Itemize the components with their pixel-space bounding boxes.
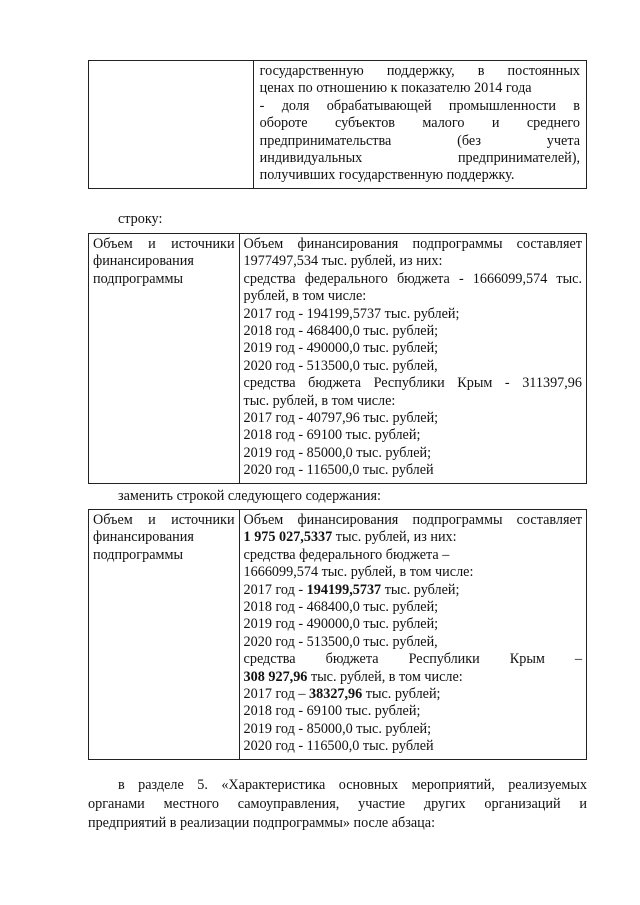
text-line: государственную поддержку, в постоянных (259, 63, 580, 79)
text-line: 2020 год - 116500,0 тыс. рублей (243, 738, 434, 755)
closing-paragraph (88, 776, 587, 833)
label-line: Объем и источники (93, 512, 235, 528)
new-financing-table (88, 509, 587, 760)
text-line: - доля обрабатывающей промышленности в (259, 97, 580, 114)
paragraph-line: органами местного самоуправления, участие других организаций и (88, 796, 587, 812)
text-line: 2018 год - 69100 тыс. рублей; (243, 427, 421, 444)
text-line: Объем финансирования подпрограммы составляет (243, 512, 582, 528)
text-line: 2020 год - 513500,0 тыс. рублей, (243, 633, 438, 650)
text-line: 2020 год - 513500,0 тыс. рублей, (243, 357, 438, 374)
text-line: предпринимательства (без учета (259, 132, 580, 149)
text-line: рублей, в том числе: (243, 288, 367, 305)
text-line: получивших государственную поддержку. (259, 167, 515, 184)
text-line: средства бюджета Республики Крым – (243, 651, 582, 668)
text-line: обороте субъектов малого и среднего (259, 115, 580, 132)
text-line: индивидуальных предпринимателей), (259, 150, 580, 167)
text-line: 2018 год - 69100 тыс. рублей; (243, 703, 421, 720)
text-line: тыс. рублей, в том числе: (243, 392, 396, 409)
text-line: средства федерального бюджета - 1666099,574 тыс. (243, 270, 582, 287)
text-line: 2019 год - 85000,0 тыс. рублей; (243, 720, 432, 737)
old-label-cell (89, 234, 240, 484)
text-line: 2018 год - 468400,0 тыс. рублей; (243, 599, 439, 616)
amount-2017-regional: 38327,96 (309, 686, 363, 703)
label-line: финансирования (93, 253, 194, 270)
paragraph-line: в разделе 5. «Характеристика основных мероприятий, реализуемых (118, 777, 587, 793)
text-line: Объем финансирования подпрограммы составляет (243, 236, 582, 252)
continuation-table (88, 60, 587, 189)
replace-label: заменить строкой следующего содержания: (118, 488, 381, 504)
text-line: ценах по отношению к показателю 2014 года (259, 80, 532, 97)
text-line: 2017 год - 194199,5737 тыс. рублей; (243, 305, 460, 322)
new-label-cell (89, 510, 240, 760)
total-amount: 1 975 027,5337 (243, 529, 333, 546)
text-line: 2017 год - 40797,96 тыс. рублей; (243, 410, 439, 427)
text-line: 2019 год - 85000,0 тыс. рублей; (243, 444, 432, 461)
text-line: 2018 год - 468400,0 тыс. рублей; (243, 323, 439, 340)
text-line: 2019 год - 490000,0 тыс. рублей; (243, 616, 439, 633)
text-line: 2017 год – 38327,96 тыс. рублей; (243, 686, 441, 703)
text-line: 308 927,96 тыс. рублей, в том числе: (243, 668, 463, 685)
regional-amount: 308 927,96 (243, 668, 308, 685)
text-line: средства федерального бюджета – (243, 546, 450, 563)
text-line: 2019 год - 490000,0 тыс. рублей; (243, 340, 439, 357)
amount-2017-federal: 194199,5737 (306, 581, 382, 598)
new-value-cell (239, 510, 586, 760)
old-financing-table (88, 233, 587, 484)
paragraph-line: предприятий в реализации подпрограммы» после абзаца: (88, 815, 436, 831)
continuation-empty-cell (89, 61, 254, 189)
label-line: Объем и источники (93, 236, 235, 252)
label-line: финансирования (93, 529, 194, 546)
text-line: 2020 год - 116500,0 тыс. рублей (243, 462, 434, 479)
text-line: 1 975 027,5337 тыс. рублей, из них: (243, 529, 457, 546)
label-line: подпрограммы (93, 546, 183, 563)
text-line: 1977497,534 тыс. рублей, из них: (243, 253, 443, 270)
label-line: подпрограммы (93, 270, 183, 287)
text-line: средства бюджета Республики Крым - 311397,96 (243, 375, 582, 392)
row-label: строку: (118, 211, 163, 227)
continuation-text-cell (253, 61, 586, 189)
old-value-cell (239, 234, 586, 484)
text-line: 2017 год - 194199,5737 тыс. рублей; (243, 581, 460, 598)
text-line: 1666099,574 тыс. рублей, в том числе: (243, 564, 474, 581)
